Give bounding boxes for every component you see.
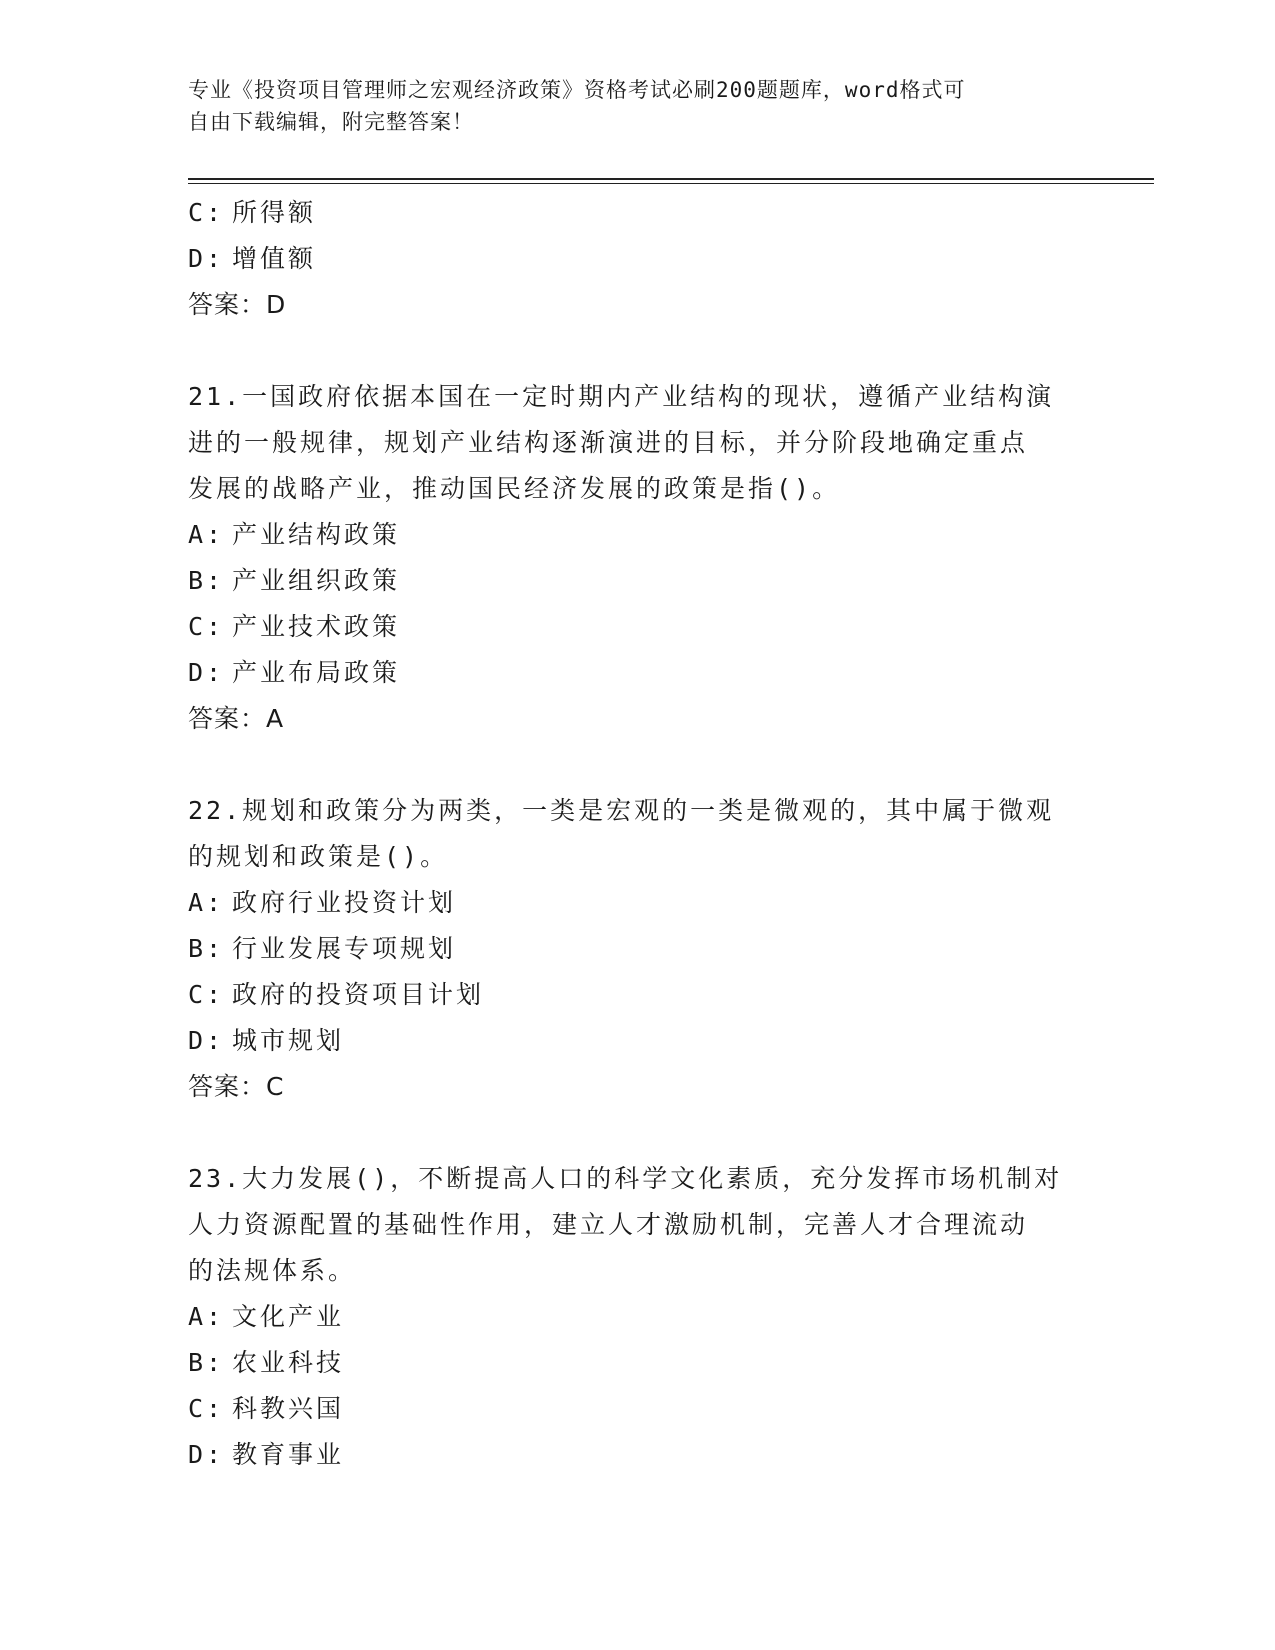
option-text: 产业布局政策	[232, 658, 401, 687]
option-a	[188, 880, 1088, 926]
header-line-2: 自由下载编辑，附完整答案！	[188, 110, 474, 134]
option-c	[188, 972, 1088, 1018]
page-header	[188, 74, 1068, 138]
stem-line: 的法规体系。	[188, 1256, 357, 1285]
option-text: 产业结构政策	[232, 520, 401, 549]
option-text: 产业组织政策	[232, 566, 401, 595]
option-label: B:	[188, 934, 225, 963]
option-text: 增值额	[232, 244, 317, 273]
option-text: 科教兴国	[232, 1394, 345, 1423]
option-label: B:	[188, 1348, 225, 1377]
option-label: A:	[188, 1302, 225, 1331]
option-label: C:	[188, 980, 225, 1009]
option-c	[188, 604, 1088, 650]
stem-line: 发展的战略产业，推动国民经济发展的政策是指()。	[188, 474, 841, 503]
option-text: 城市规划	[232, 1026, 345, 1055]
question-21	[188, 374, 1088, 742]
header-divider-thick	[188, 178, 1154, 180]
question-23	[188, 1156, 1088, 1478]
answer: 答案：C	[188, 1072, 285, 1101]
option-text: 所得额	[232, 198, 317, 227]
question-stem	[188, 1156, 1088, 1294]
question-22	[188, 788, 1088, 1110]
option-b	[188, 926, 1088, 972]
option-label: A:	[188, 888, 225, 917]
stem-line: 21.一国政府依据本国在一定时期内产业结构的现状，遵循产业结构演	[188, 382, 1055, 411]
answer: 答案：D	[188, 290, 287, 319]
option-d	[188, 650, 1088, 696]
option-label: D:	[188, 658, 225, 687]
option-text: 政府的投资项目计划	[232, 980, 485, 1009]
option-text: 政府行业投资计划	[232, 888, 457, 917]
option-text: 产业技术政策	[232, 612, 401, 641]
stem-line: 进的一般规律，规划产业结构逐渐演进的目标，并分阶段地确定重点	[188, 428, 1029, 457]
header-line-1: 专业《投资项目管理师之宏观经济政策》资格考试必刷200题题库，word格式可	[188, 78, 966, 102]
stem-line: 23.大力发展()，不断提高人口的科学文化素质，充分发挥市场机制对	[188, 1164, 1063, 1193]
option-c	[188, 1386, 1088, 1432]
spacer	[188, 1110, 1088, 1156]
option-a	[188, 1294, 1088, 1340]
option-label: D:	[188, 244, 225, 273]
option-label: A:	[188, 520, 225, 549]
question-stem	[188, 374, 1088, 512]
option-text: 文化产业	[232, 1302, 345, 1331]
option-d	[188, 1018, 1088, 1064]
option-text: 农业科技	[232, 1348, 345, 1377]
option-label: D:	[188, 1026, 225, 1055]
option-label: C:	[188, 198, 225, 227]
spacer	[188, 742, 1088, 788]
document-body	[188, 190, 1088, 1478]
option-c	[188, 190, 1088, 236]
option-b	[188, 1340, 1088, 1386]
option-d	[188, 1432, 1088, 1478]
answer: 答案：A	[188, 704, 285, 733]
carryover-block	[188, 190, 1088, 328]
option-label: B:	[188, 566, 225, 595]
stem-line: 的规划和政策是()。	[188, 842, 449, 871]
option-b	[188, 558, 1088, 604]
stem-line: 人力资源配置的基础性作用，建立人才激励机制，完善人才合理流动	[188, 1210, 1029, 1239]
option-label: C:	[188, 1394, 225, 1423]
option-d	[188, 236, 1088, 282]
option-text: 教育事业	[232, 1440, 345, 1469]
spacer	[188, 328, 1088, 374]
question-stem	[188, 788, 1088, 880]
option-label: C:	[188, 612, 225, 641]
header-divider-thin	[188, 183, 1154, 184]
option-text: 行业发展专项规划	[232, 934, 457, 963]
option-a	[188, 512, 1088, 558]
option-label: D:	[188, 1440, 225, 1469]
stem-line: 22.规划和政策分为两类，一类是宏观的一类是微观的，其中属于微观	[188, 796, 1055, 825]
